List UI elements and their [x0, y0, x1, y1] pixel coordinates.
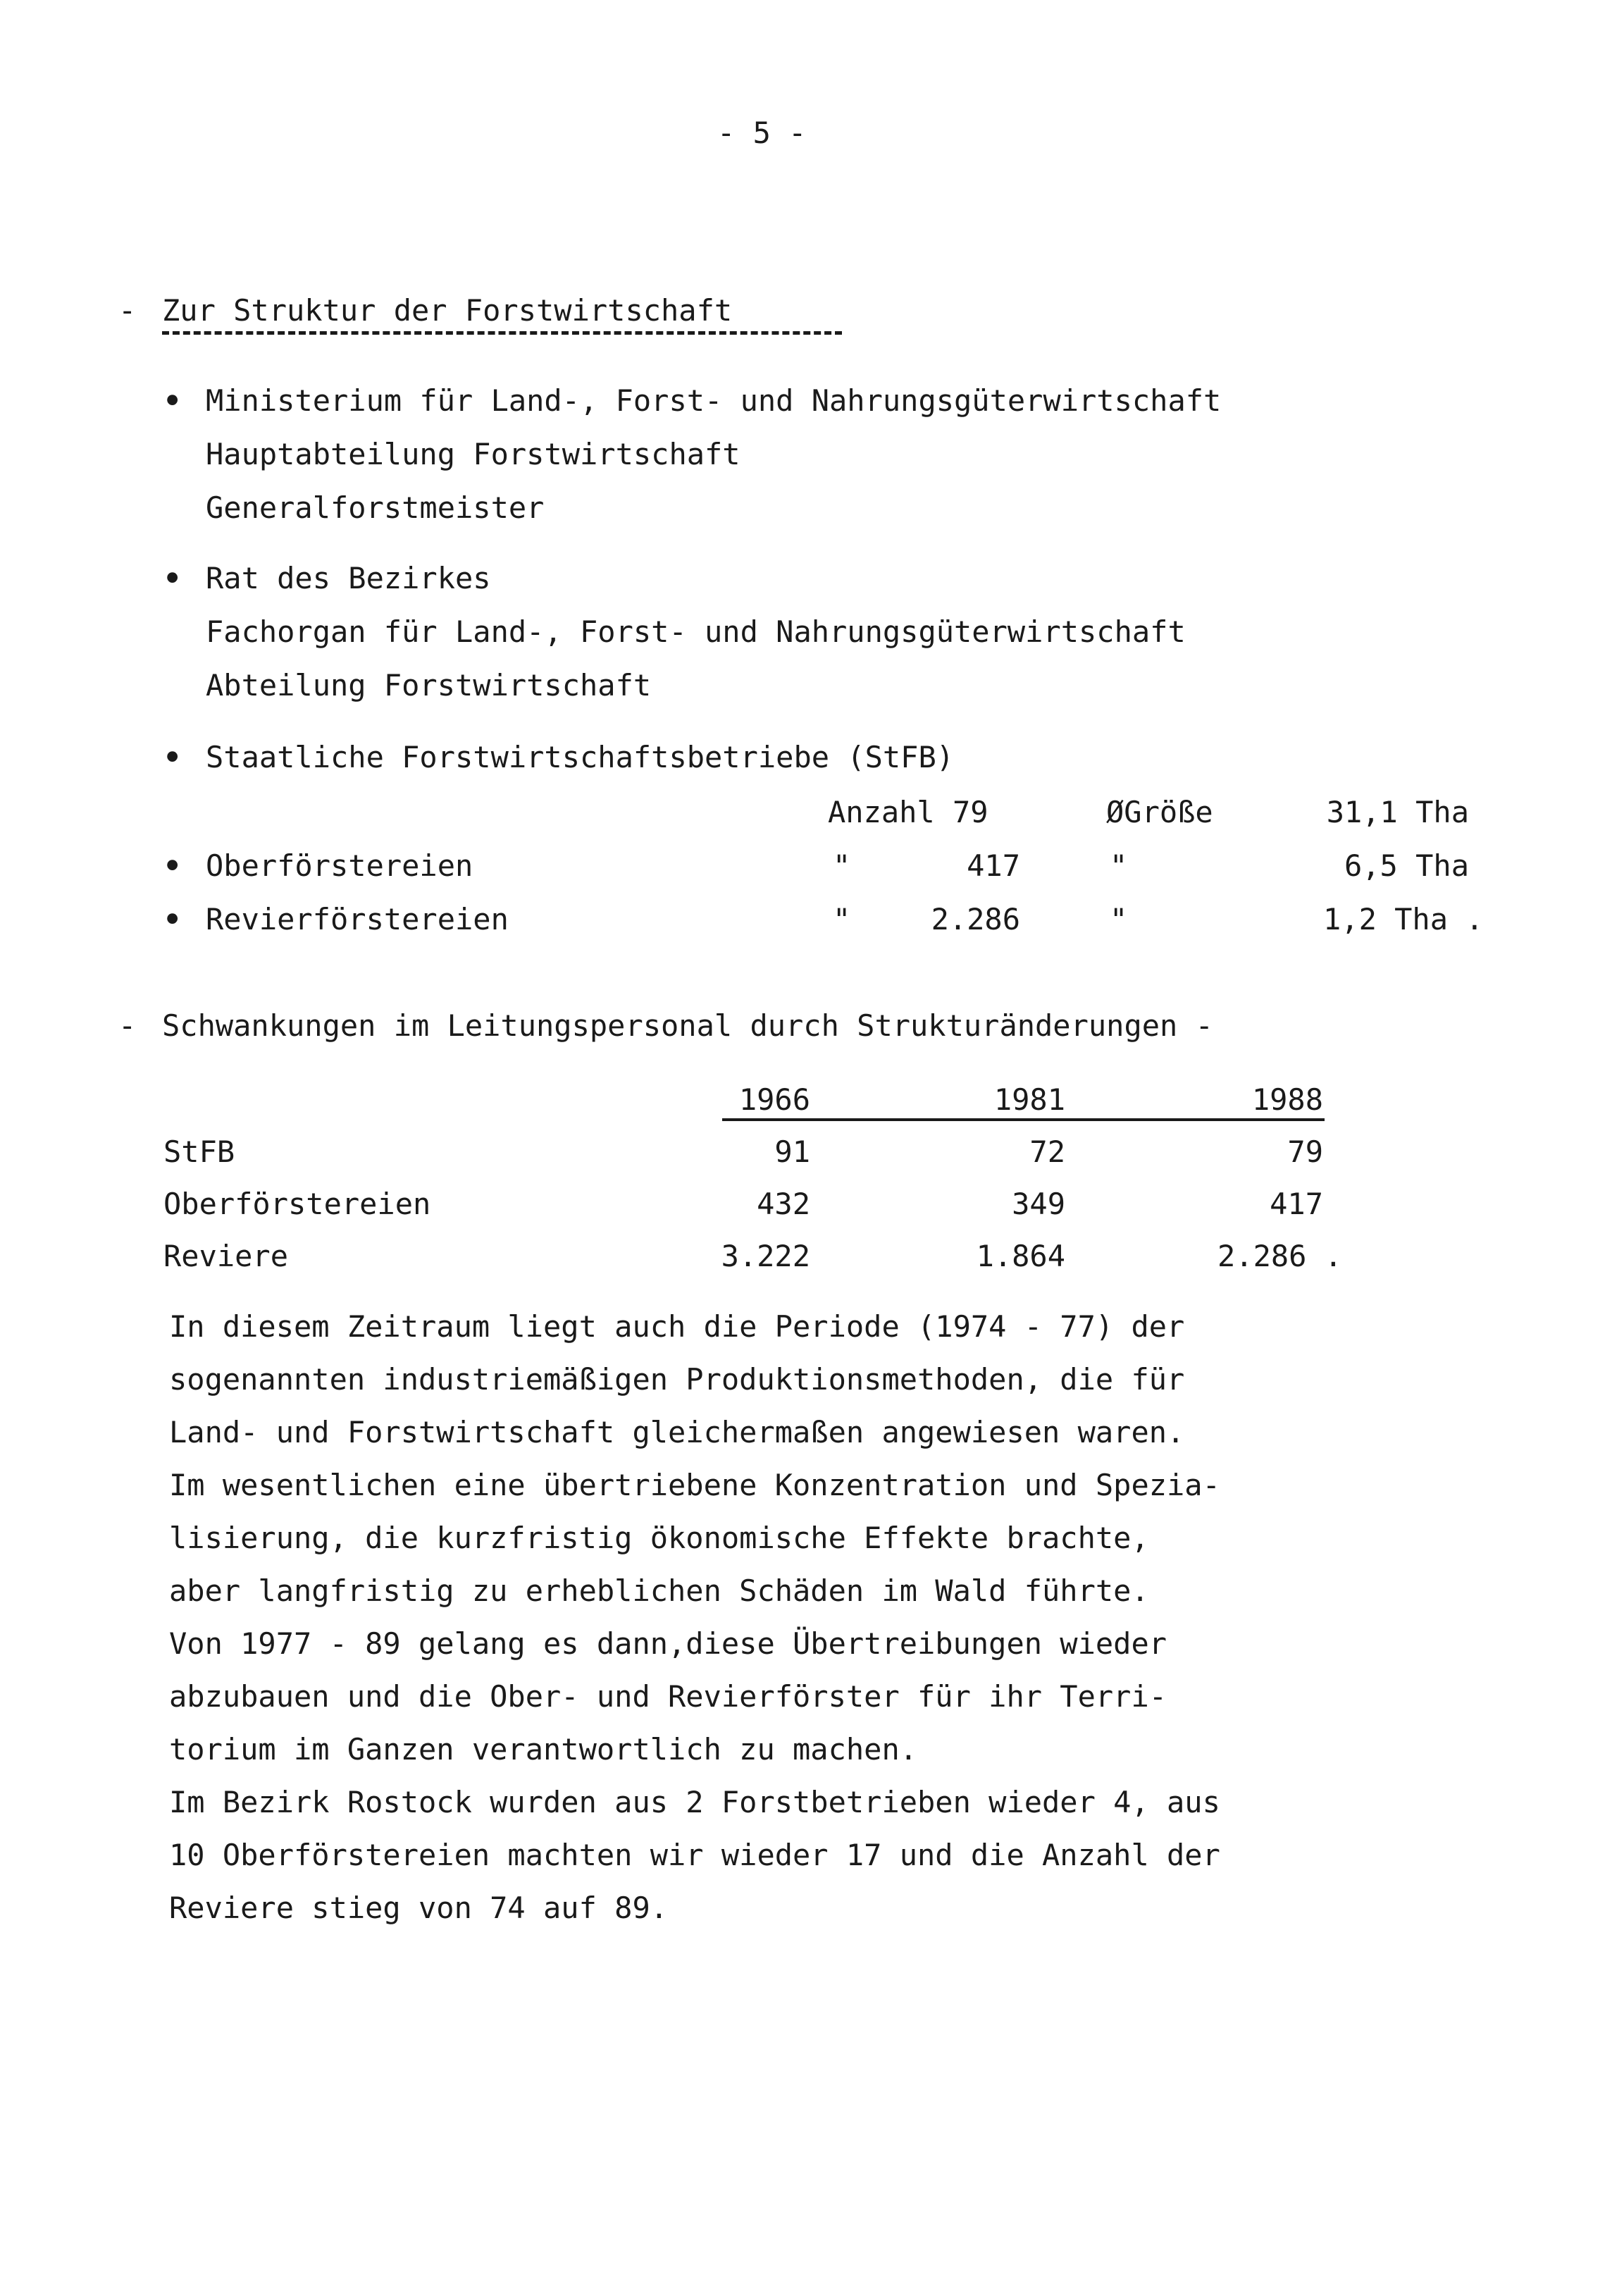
- paragraph-line: Reviere stieg von 74 auf 89.: [169, 1891, 669, 1925]
- paragraph-line: sogenannten industriemäßigen Produktionsmethoden, die für: [169, 1362, 1185, 1397]
- district-line-3: Abteilung Forstwirtschaft: [206, 668, 652, 703]
- paragraph-line: Im wesentlichen eine übertriebene Konzentration und Spezia-: [169, 1468, 1220, 1502]
- ditto-mark: ": [1110, 902, 1128, 936]
- paragraph-line: Von 1977 - 89 gelang es dann,diese Übertreibungen wieder: [169, 1626, 1167, 1661]
- bullet-icon: •: [163, 383, 182, 418]
- table-header-rule: [722, 1118, 1325, 1121]
- ministry-line-1: Ministerium für Land-, Forst- und Nahrungsgüterwirtschaft: [206, 383, 1222, 418]
- district-line-1: Rat des Bezirkes: [206, 561, 491, 595]
- ditto-mark: ": [833, 902, 851, 936]
- section1-heading-underline: [162, 331, 842, 335]
- district-line-2: Fachorgan für Land-, Forst- und Nahrungsgüterwirtschaft: [206, 614, 1186, 649]
- table-cell: 79: [1287, 1134, 1323, 1169]
- stats-row-count: 2.286: [931, 902, 1020, 936]
- year-header: 1988: [1251, 1082, 1323, 1117]
- stats-stfb-size: 31,1 Tha: [1326, 795, 1469, 829]
- stats-row-count: 417: [967, 848, 1020, 883]
- ministry-line-3: Generalforstmeister: [206, 490, 545, 525]
- paragraph-line: In diesem Zeitraum liegt auch die Periode (1974 - 77) der: [169, 1309, 1185, 1344]
- stats-row-label: Revierförstereien: [206, 902, 509, 936]
- paragraph-line: Im Bezirk Rostock wurden aus 2 Forstbetrieben wieder 4, aus: [169, 1785, 1220, 1819]
- section2-heading: Schwankungen im Leitungspersonal durch Strukturänderungen -: [162, 1008, 1213, 1043]
- section1-dash: -: [118, 293, 137, 328]
- paragraph-line: 10 Oberförstereien machten wir wieder 17 und die Anzahl der: [169, 1838, 1220, 1872]
- paragraph-line: lisierung, die kurzfristig ökonomische Effekte brachte,: [169, 1521, 1149, 1555]
- stats-row-size: 1,2 Tha .: [1323, 902, 1484, 936]
- table-row-label: Reviere: [163, 1239, 289, 1273]
- bullet-icon: •: [163, 561, 182, 595]
- table-cell: 432: [757, 1187, 810, 1221]
- paragraph-line: aber langfristig zu erheblichen Schäden im Wald führte.: [169, 1573, 1149, 1608]
- table-cell: 349: [1012, 1187, 1065, 1221]
- table-cell: 1.864: [976, 1239, 1065, 1273]
- table-cell: 72: [1029, 1134, 1065, 1169]
- year-header: 1981: [993, 1082, 1065, 1117]
- stats-row-size: 6,5 Tha: [1344, 848, 1469, 883]
- stats-row-label: Oberförstereien: [206, 848, 473, 883]
- bullet-icon: •: [163, 902, 182, 936]
- section2-dash: -: [118, 1008, 137, 1043]
- paragraph-line: abzubauen und die Ober- und Revierförster für ihr Terri-: [169, 1679, 1167, 1714]
- ditto-mark: ": [833, 848, 851, 883]
- table-row-label: StFB: [163, 1134, 235, 1169]
- table-cell: 91: [774, 1134, 810, 1169]
- table-cell: 3.222: [721, 1239, 810, 1273]
- ditto-mark: ": [1110, 848, 1128, 883]
- stats-anzahl-header: Anzahl 79: [828, 795, 988, 829]
- paragraph-line: torium im Ganzen verantwortlich zu machen.: [169, 1732, 918, 1767]
- paragraph-line: Land- und Forstwirtschaft gleichermaßen angewiesen waren.: [169, 1415, 1185, 1449]
- table-cell: 417: [1270, 1187, 1323, 1221]
- table-cell: 2.286 .: [1217, 1239, 1343, 1273]
- stats-size-header: ØGröße: [1106, 795, 1213, 829]
- bullet-icon: •: [163, 848, 182, 883]
- ministry-line-2: Hauptabteilung Forstwirtschaft: [206, 437, 740, 471]
- year-header: 1966: [738, 1082, 810, 1117]
- page-number: - 5 -: [717, 116, 807, 150]
- stfb-line: Staatliche Forstwirtschaftsbetriebe (StFB): [206, 740, 955, 774]
- bullet-icon: •: [163, 740, 182, 774]
- section1-heading: Zur Struktur der Forstwirtschaft: [162, 293, 733, 328]
- table-row-label: Oberförstereien: [163, 1187, 431, 1221]
